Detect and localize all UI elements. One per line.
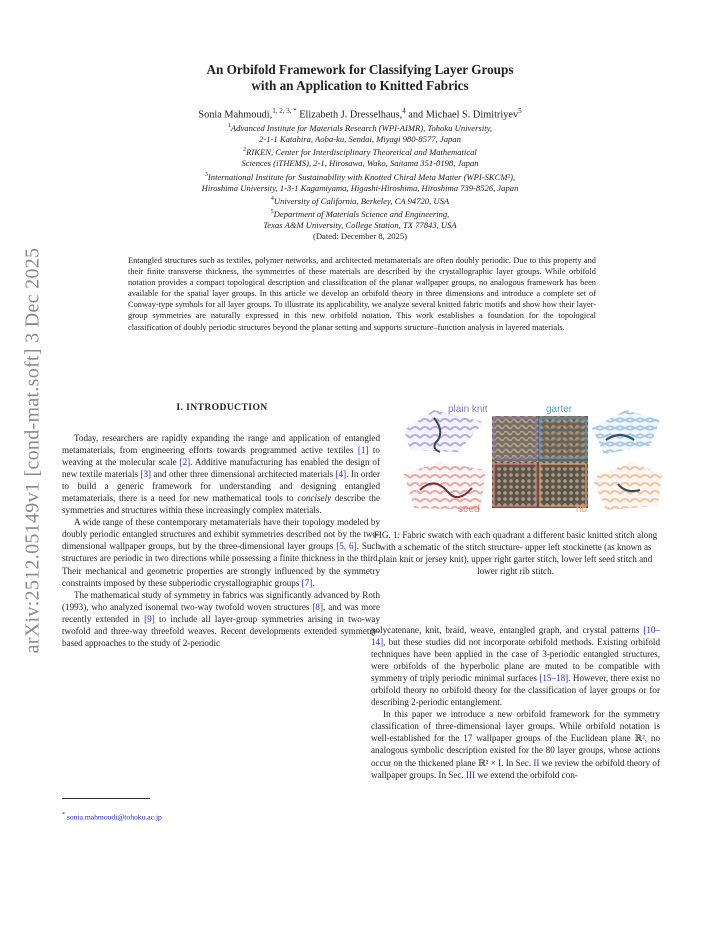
citation-link[interactable]: [3] [140,469,152,480]
figure-illustration [400,400,662,518]
section-heading-introduction: I. INTRODUCTION [176,402,268,413]
footnote-rule [62,798,150,799]
label-rib: rib [576,504,588,515]
email-link[interactable]: sonia.mahmoudi@tohoku.ac.jp [66,812,162,822]
paper-title: An Orbifold Framework for Classifying Layer Groups with an Application to Knitted Fabrics [206,62,514,93]
paragraph: polycatenane, knit, braid, weave, entangled graph, and crystal patterns [10–14], but these studies did not incorporate orbifold methods. Existing orbifold techniques have been applied in the case of 3-periodic entangled structures, were orbifolds of the hyperbolic plane are muted to be compatible with symmetry of triply periodic minimal surfaces [15–18]. However, there exist no orbifold theory no orbifold theory for the classification of layer groups or for describing 2-periodic entanglement. [371,625,660,708]
author-list: Sonia Mahmoudi,$^{1, 2, 3, *}$ Elizabeth J. Dresselhaus,$^4$ and Michael S. Dimitriyev$^5$ [198,107,522,121]
citation-link[interactable]: [7] [301,577,313,588]
citation-link[interactable]: [2] [179,457,191,468]
seed-schematic [404,462,486,510]
citation-link[interactable]: [8] [312,601,323,612]
date-line: (Dated: December 8, 2025) [312,231,407,242]
left-column-text [62,432,380,649]
paragraph: The mathematical study of symmetry in fabrics was significantly advanced by Roth (1993), who analyzed isonemal two-way twofold woven structures [8], and was more recently extended in [9] to include all layer-group symmetries arising in two-way twofold and three-way threefold weaves. Recent developments extended symmetry-based approaches to the study of 2-periodic [62,589,380,648]
abstract: Entangled structures such as textiles, polymer networks, and architected metamaterials are often doubly periodic. Due to this property and their finite transverse thickness, the symmetries of these materials are described by the crystallographic layer groups. While orbifold notation provides a compact topological description and classification of the planar wallpaper groups, no analogous framework has been available for the spatial layer groups. In this article we develop an orbifold theory in three dimensions and introduce a complete set of Conway-type symbols for all layer groups. To illustrate its applicability, we analyze several knitted fabric motifs and show how their layer-group symmetries are naturally expressed in this new orbifold notation. This work establishes a foundation for the topological classification of doubly periodic structures beyond the planar setting and supports structure–function analysis in layered materials. [128,256,596,332]
citation-link[interactable]: [4] [335,469,347,480]
affiliations: $^1$Advanced Institute for Materials Research (WPI-AIMR), Tohoku University, 2-1-1 Katahira, Aoba-ku, Sendai, Miyagi 980-8577, Japan $^2$RIKEN, Center for Interdisciplinary Theoretical and Mathematical Sciences (iTHEMS), 2-1, Hirosawa, Wako, Saitama 351-0198, Japan $^3$International Institute for Sustainability with Knotted Chiral Meta Matter (WPI-SKCM²), Hiroshima University, 1-3-1 Kagamiyama, Higashi-Hiroshima, Hiroshima 739-8526, Japan $^4$University of California, Berkeley, CA 94720, USA $^5$Department of Materials Science and Engineering, Texas A&M University, College Station, TX 77843, USA (Dated: December 8, 2025) [90,121,630,242]
citation-link[interactable]: [1] [357,445,369,456]
rib-schematic [592,462,662,510]
section-link[interactable]: II [533,757,540,768]
citation-link[interactable]: [10–14] [371,625,660,648]
citation-link[interactable]: [9] [144,613,155,624]
citation-link[interactable]: [15–18] [539,673,569,684]
footnote: * sonia.mahmoudi@tohoku.ac.jp [62,812,162,822]
garter-schematic [592,410,660,454]
paragraph: Today, researchers are rapidly expanding the range and application of entangled metamaterials, from engineering efforts towards programmed active textiles [1] to weaving at the molecular scale [2]. Additive manufacturing has enabled the design of new textile materials [3] and other three dimensional architected materials [4]. In order to build a generic framework for understanding and designing entangled metamaterials, there is a need for new mathematical tools to concisely describe the symmetries and structures within these increasingly complex materials. [62,433,380,516]
paragraph: In this paper we introduce a new orbifold framework for the symmetry classification of three-dimensional layer groups. While orbifold notation is well-established for the 17 wallpaper groups of the Euclidean plane ℝ², no analogous symbolic description existed for the 80 layer groups, whose actions occur on the thickened plane ℝ² × I. In Sec. II we review the orbifold theory of wallpaper groups. In Sec. III we extend the orbifold con- [371,709,660,780]
section-link[interactable]: III [465,769,476,780]
citation-link[interactable]: [5, 6] [336,541,357,552]
figure-knitted-stitches [400,400,662,518]
arxiv-stamp: arXiv:2512.05149v1 [cond-mat.soft] 3 Dec 2025 [21,247,44,653]
label-seed: seed [458,504,480,515]
label-garter: garter [546,404,573,415]
figure-caption: FIG. 1: Fabric swatch with each quadrant a different basic knitted stitch along with a schematic of the stitch structure- upper left stockinette (as known as plain knit or jersey knit), upper right garter stitch, lower left seed stitch and lower right rib stitch. [373,530,658,576]
right-column-text [371,624,660,781]
paragraph: A wide range of these contemporary metamaterials have their topology modeled by doubly periodic entangled structures and exhibit symmetries described not by the two-dimensional wallpaper groups, but by the three-dimensional layer groups [5, 6]. Such structures are periodic in two directions while possessing a finite thickness in the third. Their mechanical and geometric properties are strongly influenced by the symmetry constraints imposed by these subperiodic crystallographic groups [7]. [62,517,381,588]
plain-knit-schematic [404,410,484,452]
label-plain-knit: plain knit [448,404,488,415]
